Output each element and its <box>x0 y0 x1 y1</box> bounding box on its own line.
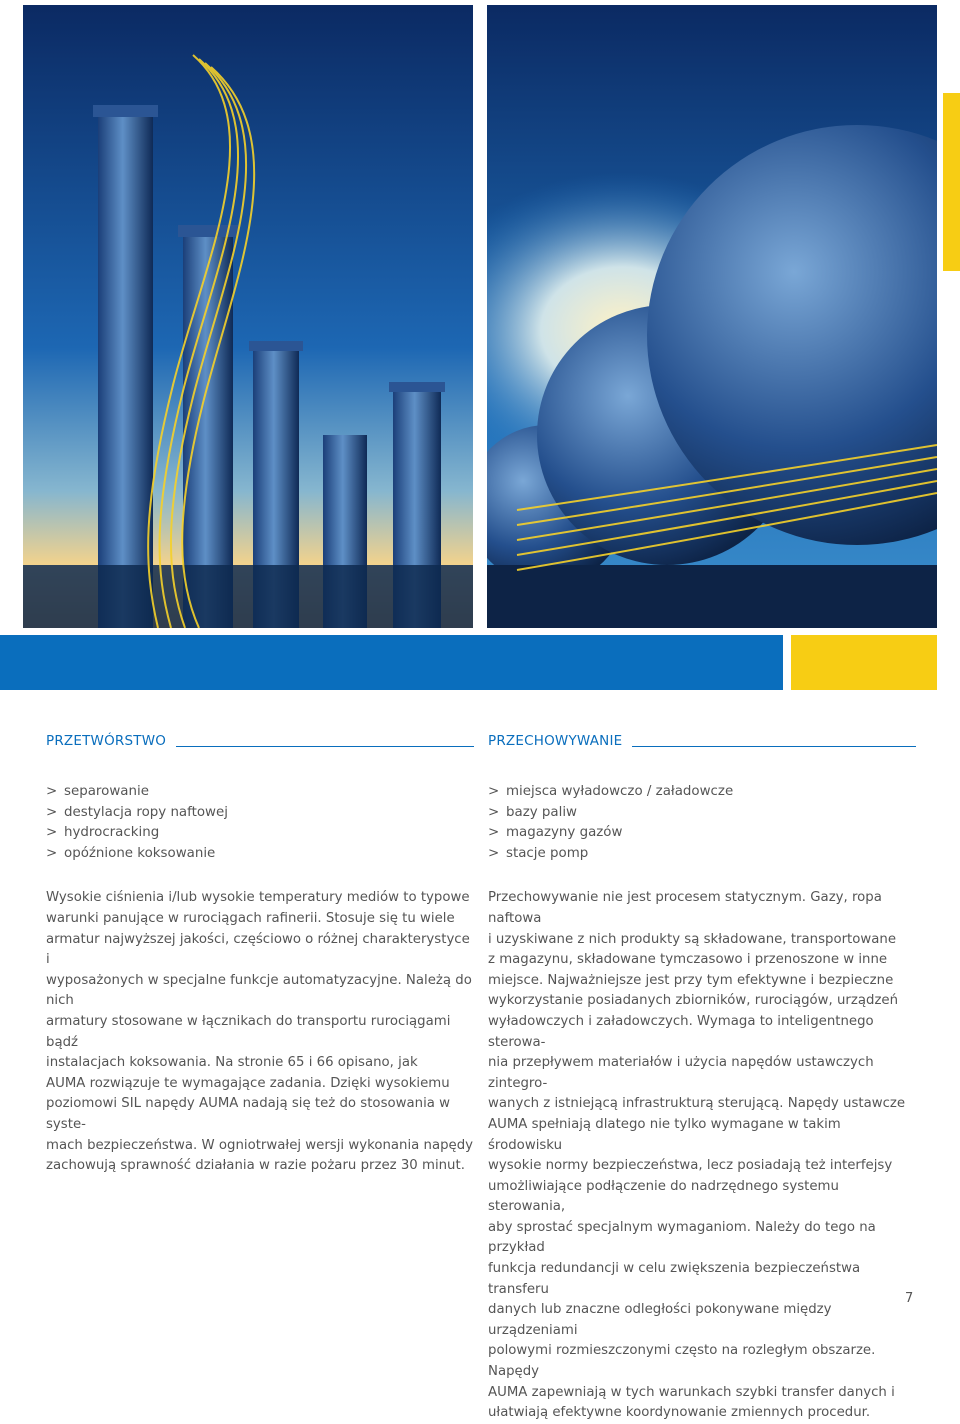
storage-body-text: Przechowywanie nie jest procesem statycznym. Gazy, ropa naftowa i uzyskiwane z nich produkty są składowane, transportowane z magazynu, składowane tymczasowo i przenoszone w inne miejsce. Najważniejsze jest przy tym efektywne i bezpieczne wykorzystanie posiadanych zbiorników, rurociągów, urządzeń wyładowczych i załadowczych. Wymaga to inteligentnego sterowa- nia przepływem materiałów i użycia napędów ustawczych zintegro- wanych z istniejącą infrastrukturą sterującą. Napędy ustawcze AUMA spełniają dlatego nie tylko wymagane w takim środowisku wysokie normy bezpieczeństwa, lecz posiadają też interfejsy umożliwiające podłączenie do nadrzędnego systemu sterowania, aby sprostać specjalnym wymaganiom. Należy do tego na przykład funkcja redundancji w celu zwiększenia bezpieczeństwa transferu danych lub znaczne odległości pokonywane między urządzeniami polowymi rozmieszczonymi często na rozległym obszarze. Napędy AUMA zapewniają w tych warunkach szybki transfer danych i ułatwiają efektywne koordynowanie zmiennych procedur. <box>488 890 906 1421</box>
processing-heading: PRZETWÓRSTWO <box>46 733 167 749</box>
processing-bullet-list <box>46 782 474 864</box>
yellow-color-block <box>791 635 937 690</box>
list-item: > stacje pomp <box>488 845 589 861</box>
list-item: > opóźnione koksowanie <box>46 845 216 861</box>
storage-column <box>488 731 916 1424</box>
processing-column <box>46 731 474 1177</box>
heading-rule <box>176 746 474 747</box>
storage-heading-row <box>488 731 916 749</box>
list-item: > destylacja ropy naftowej <box>46 804 228 820</box>
storage-bullet-list <box>488 782 916 864</box>
list-item: > miejsca wyładowczo / załadowcze <box>488 784 734 799</box>
list-item: > hydrocracking <box>46 825 160 841</box>
storage-tanks-illustration <box>487 5 937 628</box>
yellow-side-tab <box>943 93 960 271</box>
page-number: 7 <box>905 1291 914 1306</box>
processing-body-text: Wysokie ciśnienia i/lub wysokie temperatury mediów to typowe warunki panujące w rurociągach rafinerii. Stosuje się tu wiele armatur najwyższej jakości, częściowo o różnej charakterystyce i wyposażonych w specjalne funkcje automatyzacyjne. Należą do nich armatury stosowane w łącznikach do transportu rurociągami bądź instalacjach koksowania. Na stronie 65 i 66 opisano, jak AUMA rozwiązuje te wymagające zadania. Dzięki wysokiemu poziomowi SIL napędy AUMA nadają się też do stosowania w syste- mach bezpieczeństwa. W ogniotrwałej wersji wykonania napędy zachowują sprawność działania w razie pożaru przez 30 minut. <box>46 890 474 1174</box>
refinery-photo <box>23 5 473 628</box>
refinery-illustration <box>23 5 473 628</box>
heading-rule <box>632 746 916 747</box>
list-item: > bazy paliw <box>488 804 578 820</box>
storage-heading: PRZECHOWYWANIE <box>488 733 623 749</box>
list-item: > magazyny gazów <box>488 825 623 841</box>
list-item: > separowanie <box>46 784 149 799</box>
processing-heading-row <box>46 731 474 749</box>
storage-tanks-photo <box>487 5 937 628</box>
blue-color-bar <box>0 635 783 690</box>
